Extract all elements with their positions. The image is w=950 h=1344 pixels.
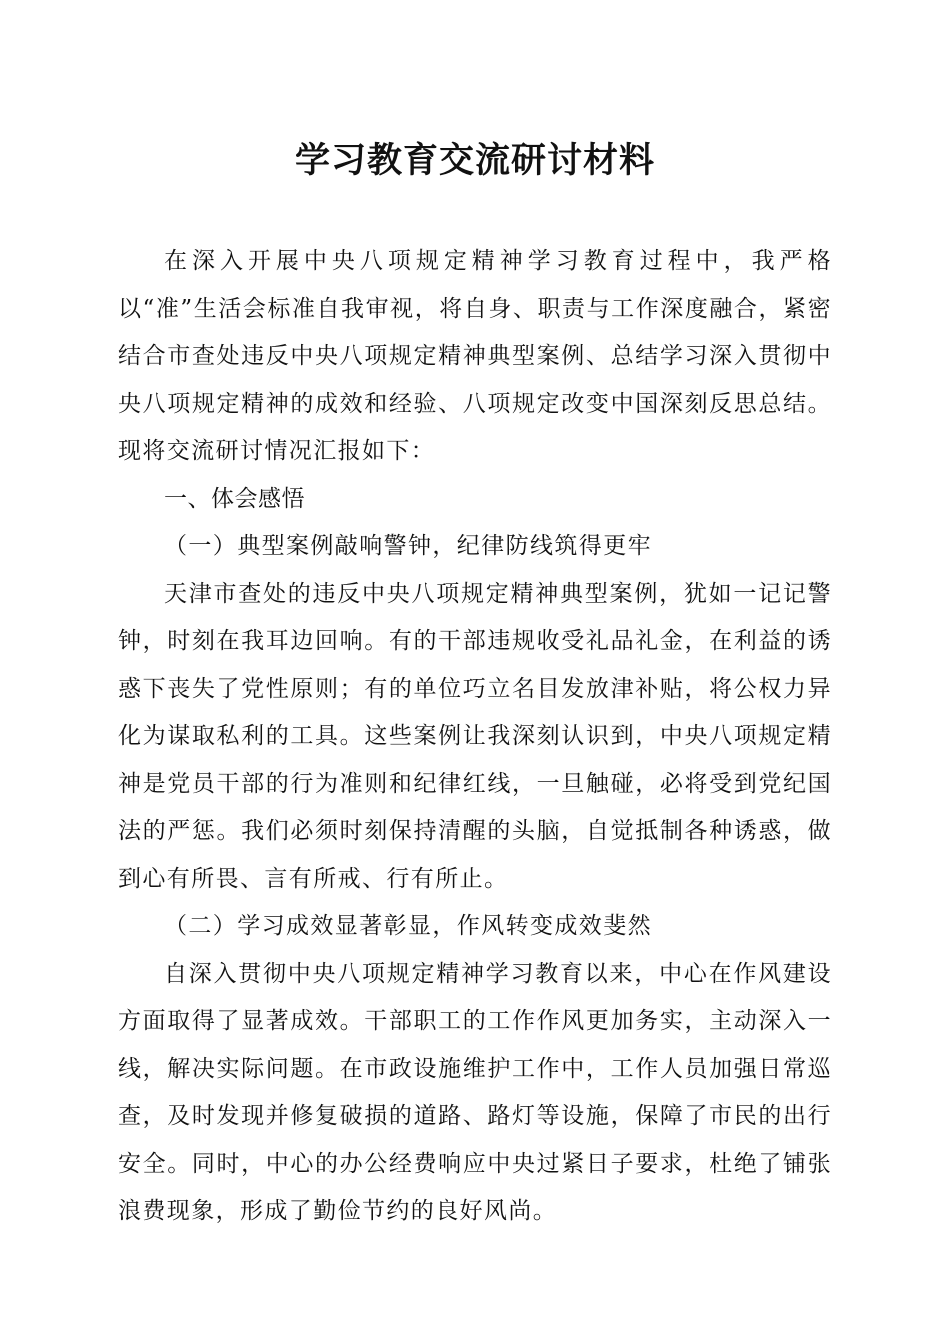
document-title: 学习教育交流研讨材料 bbox=[294, 140, 655, 181]
subsection-body-2: 自深入贯彻中央八项规定精神学习教育以来，中心在作风建设方面取得了显著成效。干部职工的工作作风更加务实，主动深入一线，解决实际问题。在市政设施维护工作中，工作人员加强日常巡查，及时发现并修复破损的道路、路灯等设施，保障了市民的出行安全。同时，中心的办公经费响应中央过紧日子要求，杜绝了铺张浪费现象，形成了勤俭节约的良好风尚。 bbox=[118, 960, 832, 1224]
subsection-heading-2: （二）学习成效显著彰显，作风转变成效斐然 bbox=[164, 913, 652, 939]
intro-paragraph: 在深入开展中央八项规定精神学习教育过程中，我严格以“准”生活会标准自我审视，将自身、职责与工作深度融合，紧密结合市查处违反中央八项规定精神典型案例、总结学习深入贯彻中央八项规定精神的成效和经验、八项规定改变中国深刻反思总结。现将交流研讨情况汇报如下： bbox=[118, 248, 832, 464]
subsection-heading-1: （一）典型案例敲响警钟，纪律防线筑得更牢 bbox=[164, 533, 652, 559]
document-page bbox=[118, 138, 832, 1236]
subsection-body-1: 天津市查处的违反中央八项规定精神典型案例，犹如一记记警钟，时刻在我耳边回响。有的干部违规收受礼品礼金，在利益的诱惑下丧失了党性原则；有的单位巧立名目发放津补贴，将公权力异化为谋取私利的工具。这些案例让我深刻认识到，中央八项规定精神是党员干部的行为准则和纪律红线，一旦触碰，必将受到党纪国法的严惩。我们必须时刻保持清醒的头脑，自觉抵制各种诱惑，做到心有所畏、言有所戒、行有所止。 bbox=[118, 580, 832, 892]
section-heading-1: 一、体会感悟 bbox=[164, 485, 305, 512]
